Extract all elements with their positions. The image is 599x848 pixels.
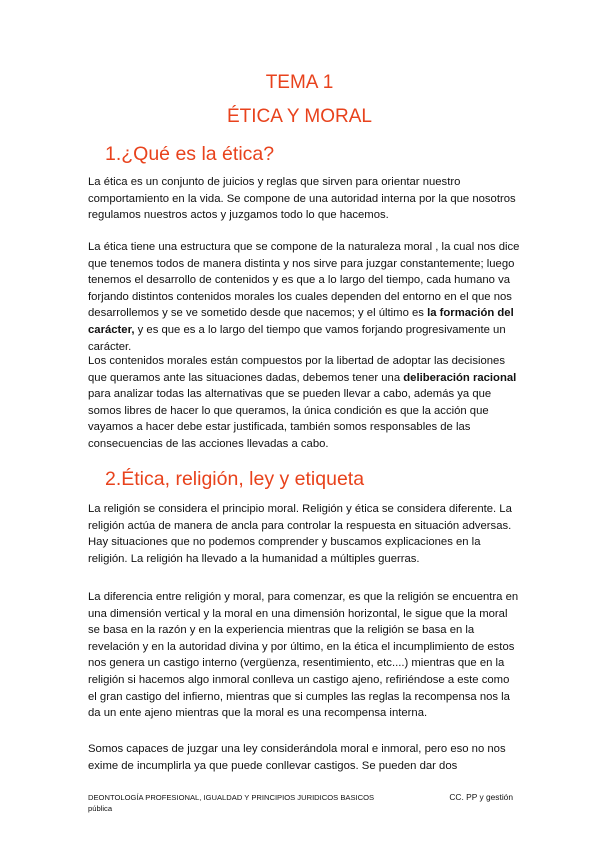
footer-degree: CC. PP y gestión	[449, 792, 513, 802]
bold-term-deliberacion: deliberación racional	[403, 371, 517, 384]
paragraph-text: Los contenidos morales están compuestos por la libertad de adoptar las decisiones que queramos ante las situaciones dadas, debemos tener una	[88, 355, 505, 384]
tema-label: TEMA 1	[265, 72, 334, 93]
section2-heading: 2.Ética, religión, ley y etiqueta	[105, 468, 365, 490]
footer-subject: DEONTOLOGÍA PROFESIONAL, IGUALDAD Y PRINCIPIOS JURIDICOS BASICOS	[88, 793, 375, 802]
section1-paragraph-3	[88, 353, 520, 453]
paragraph-text: y es que es a lo largo del tiempo que vamos forjando progresivamente un carácter.	[88, 323, 506, 353]
paragraph-text: para analizar todas las alternativas que se pueden llevar a cabo, además ya que somos libres de hacer lo que queramos, la única condición es que la acción que vayamos a hacer debe estar justificada, también somos responsables de las consecuencias de las acciones llevadas a cabo.	[88, 388, 492, 450]
section2-paragraph-3: Somos capaces de juzgar una ley considerándola moral e inmoral, pero eso no nos exime de incumplirla ya que puede conllevar castigos. Se pueden dar dos	[88, 743, 506, 772]
paragraph-text: La ética tiene una estructura que se compone de la naturaleza moral , la cual nos dice que tenemos todos de manera distinta y nos sirve para juzgar constantemente; luego tenemos el desarrollo de contenidos y es que a lo largo del tiempo, cada humano va forjando distintos contenidos morales los cuales dependen del entorno en el que nos desarrollemos y se ve sometido desde que nacemos; y el último es	[88, 241, 520, 320]
section2-paragraph-2: La diferencia entre religión y moral, para comenzar, es que la religión se encuentra en una dimensión vertical y la moral en una dimensión horizontal, le sigue que la moral se basa en la razón y en la experiencia mientras que la religión se basa en la revelación y en la autoridad divina y por último, en la ética el incumplimiento de estos nos genera un castigo interno (vergüenza, resentimiento, etc....) mientras que en la religión si hacemos algo inmoral conlleva un castigo ajeno, refiriéndose a este como el gran castigo del infierno, mientras que si cumples las reglas la recompensa nos la da un ente ajeno mientras que la moral es una recompensa interna.	[88, 591, 519, 720]
section1-paragraph-1: La ética es un conjunto de juicios y reglas que sirven para orientar nuestro comportamiento en la vida. Se compone de una autoridad interna por la que nosotros regulamos nuestros actos y juzgamos todo lo que hacemos.	[88, 176, 516, 222]
page-footer	[88, 792, 513, 814]
section1-paragraph-2	[88, 239, 520, 355]
section2-paragraph-1: La religión se considera el principio moral. Religión y ética se considera diferente. La religión actúa de manera de ancla para controlar la respuesta en situación adversas. Hay situaciones que no podemos comprender y buscamos explicaciones en la religión. La religión ha llevado a la humanidad a múltiples guerras.	[88, 503, 512, 565]
footer-subject-continued: pública	[88, 804, 113, 813]
document-title: ÉTICA Y MORAL	[226, 106, 372, 127]
section1-heading: 1.¿Qué es la ética?	[105, 143, 275, 165]
bold-term-caracter: la formación del carácter,	[88, 307, 514, 336]
